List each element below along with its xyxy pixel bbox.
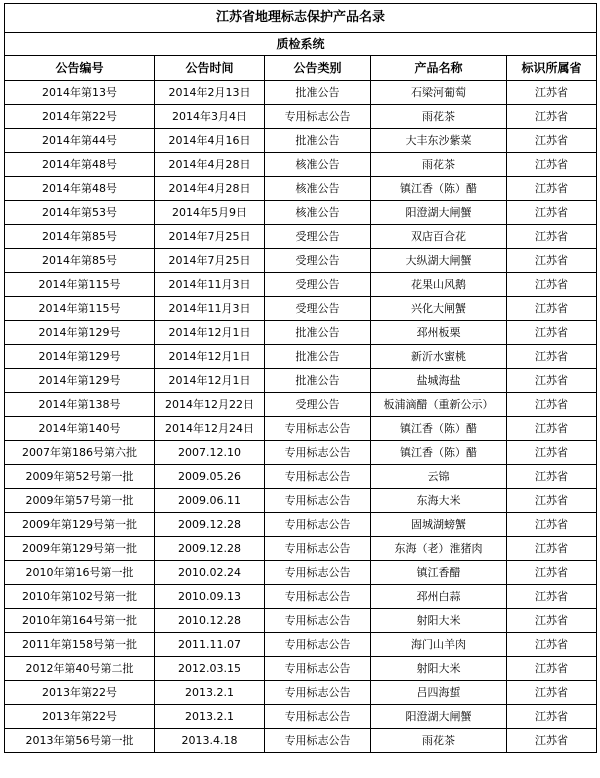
cell-announcement-type: 批准公告 [265, 321, 371, 345]
cell-product-name: 东海（老）淮猪肉 [371, 537, 507, 561]
cell-announcement-no: 2007年第186号第六批 [5, 441, 155, 465]
table-row [5, 537, 597, 561]
cell-product-name: 射阳大米 [371, 657, 507, 681]
cell-announcement-no: 2013年第22号 [5, 681, 155, 705]
cell-province: 江苏省 [507, 393, 597, 417]
cell-province: 江苏省 [507, 465, 597, 489]
cell-announcement-type: 专用标志公告 [265, 537, 371, 561]
cell-product-name: 花果山风鹅 [371, 273, 507, 297]
cell-announcement-type: 专用标志公告 [265, 633, 371, 657]
cell-announcement-date: 2014年3月4日 [155, 105, 265, 129]
table-row [5, 345, 597, 369]
header-cell-announcement-date: 公告时间 [155, 56, 265, 81]
table-row [5, 465, 597, 489]
cell-province: 江苏省 [507, 201, 597, 225]
table-row [5, 681, 597, 705]
cell-announcement-type: 受理公告 [265, 273, 371, 297]
cell-announcement-type: 专用标志公告 [265, 729, 371, 753]
cell-announcement-date: 2014年4月28日 [155, 153, 265, 177]
cell-announcement-no: 2014年第48号 [5, 153, 155, 177]
header-cell-announcement-type: 公告类别 [265, 56, 371, 81]
table-row [5, 489, 597, 513]
table-row [5, 105, 597, 129]
cell-product-name: 吕四海蜇 [371, 681, 507, 705]
cell-announcement-date: 2014年4月28日 [155, 177, 265, 201]
cell-province: 江苏省 [507, 369, 597, 393]
cell-product-name: 镇江香醋 [371, 561, 507, 585]
cell-announcement-no: 2009年第129号第一批 [5, 537, 155, 561]
cell-product-name: 阳澄湖大闸蟹 [371, 705, 507, 729]
table-row [5, 273, 597, 297]
header-row [5, 56, 597, 81]
table-row [5, 657, 597, 681]
cell-announcement-no: 2009年第52号第一批 [5, 465, 155, 489]
gi-product-table [4, 3, 597, 753]
cell-announcement-date: 2014年12月1日 [155, 369, 265, 393]
table-row [5, 153, 597, 177]
table-row [5, 633, 597, 657]
cell-announcement-date: 2010.09.13 [155, 585, 265, 609]
cell-product-name: 阳澄湖大闸蟹 [371, 201, 507, 225]
table-row [5, 513, 597, 537]
cell-product-name: 海门山羊肉 [371, 633, 507, 657]
cell-announcement-date: 2014年12月1日 [155, 321, 265, 345]
cell-product-name: 云锦 [371, 465, 507, 489]
cell-announcement-type: 专用标志公告 [265, 561, 371, 585]
cell-announcement-type: 批准公告 [265, 369, 371, 393]
cell-announcement-date: 2013.4.18 [155, 729, 265, 753]
cell-announcement-type: 专用标志公告 [265, 585, 371, 609]
cell-announcement-date: 2009.06.11 [155, 489, 265, 513]
cell-announcement-type: 核准公告 [265, 201, 371, 225]
cell-announcement-type: 专用标志公告 [265, 465, 371, 489]
cell-province: 江苏省 [507, 609, 597, 633]
cell-announcement-no: 2014年第138号 [5, 393, 155, 417]
cell-announcement-type: 批准公告 [265, 345, 371, 369]
cell-announcement-no: 2014年第140号 [5, 417, 155, 441]
cell-province: 江苏省 [507, 705, 597, 729]
table-row [5, 393, 597, 417]
cell-announcement-date: 2009.12.28 [155, 537, 265, 561]
cell-announcement-type: 专用标志公告 [265, 513, 371, 537]
cell-announcement-type: 专用标志公告 [265, 105, 371, 129]
cell-announcement-no: 2010年第102号第一批 [5, 585, 155, 609]
cell-announcement-type: 专用标志公告 [265, 705, 371, 729]
cell-announcement-type: 核准公告 [265, 153, 371, 177]
cell-announcement-date: 2013.2.1 [155, 681, 265, 705]
cell-product-name: 板浦滴醋（重新公示） [371, 393, 507, 417]
cell-product-name: 镇江香（陈）醋 [371, 417, 507, 441]
cell-announcement-type: 批准公告 [265, 129, 371, 153]
cell-province: 江苏省 [507, 537, 597, 561]
table-row [5, 177, 597, 201]
cell-product-name: 大丰东沙紫菜 [371, 129, 507, 153]
cell-announcement-type: 受理公告 [265, 249, 371, 273]
cell-announcement-date: 2010.02.24 [155, 561, 265, 585]
table-row [5, 441, 597, 465]
cell-province: 江苏省 [507, 297, 597, 321]
cell-product-name: 盐城海盐 [371, 369, 507, 393]
cell-announcement-no: 2014年第115号 [5, 273, 155, 297]
cell-province: 江苏省 [507, 561, 597, 585]
cell-announcement-no: 2009年第57号第一批 [5, 489, 155, 513]
cell-announcement-no: 2014年第85号 [5, 249, 155, 273]
cell-announcement-type: 专用标志公告 [265, 681, 371, 705]
cell-province: 江苏省 [507, 417, 597, 441]
table-row [5, 585, 597, 609]
table-title: 江苏省地理标志保护产品名录 [5, 4, 597, 33]
cell-product-name: 镇江香（陈）醋 [371, 177, 507, 201]
cell-province: 江苏省 [507, 129, 597, 153]
cell-announcement-no: 2014年第129号 [5, 345, 155, 369]
cell-province: 江苏省 [507, 441, 597, 465]
cell-announcement-no: 2014年第22号 [5, 105, 155, 129]
cell-province: 江苏省 [507, 729, 597, 753]
cell-product-name: 兴化大闸蟹 [371, 297, 507, 321]
cell-product-name: 射阳大米 [371, 609, 507, 633]
cell-product-name: 镇江香（陈）醋 [371, 441, 507, 465]
cell-announcement-type: 受理公告 [265, 297, 371, 321]
table-row [5, 705, 597, 729]
cell-product-name: 石梁河葡萄 [371, 81, 507, 105]
cell-province: 江苏省 [507, 153, 597, 177]
header-cell-product-name: 产品名称 [371, 56, 507, 81]
cell-province: 江苏省 [507, 81, 597, 105]
cell-announcement-no: 2010年第164号第一批 [5, 609, 155, 633]
cell-announcement-no: 2013年第56号第一批 [5, 729, 155, 753]
cell-announcement-date: 2014年5月9日 [155, 201, 265, 225]
cell-announcement-date: 2014年7月25日 [155, 225, 265, 249]
table-row [5, 249, 597, 273]
cell-announcement-type: 专用标志公告 [265, 609, 371, 633]
table-row [5, 417, 597, 441]
cell-announcement-type: 受理公告 [265, 225, 371, 249]
cell-product-name: 雨花茶 [371, 105, 507, 129]
cell-announcement-no: 2010年第16号第一批 [5, 561, 155, 585]
cell-announcement-date: 2014年12月24日 [155, 417, 265, 441]
cell-announcement-date: 2009.12.28 [155, 513, 265, 537]
section-title: 质检系统 [5, 33, 597, 56]
table-row [5, 225, 597, 249]
cell-announcement-date: 2014年12月1日 [155, 345, 265, 369]
cell-announcement-type: 专用标志公告 [265, 489, 371, 513]
cell-province: 江苏省 [507, 225, 597, 249]
cell-announcement-no: 2014年第129号 [5, 369, 155, 393]
cell-province: 江苏省 [507, 633, 597, 657]
cell-announcement-date: 2014年12月22日 [155, 393, 265, 417]
cell-announcement-date: 2014年11月3日 [155, 273, 265, 297]
table-row [5, 129, 597, 153]
cell-product-name: 大纵湖大闸蟹 [371, 249, 507, 273]
table-row [5, 321, 597, 345]
cell-announcement-date: 2010.12.28 [155, 609, 265, 633]
cell-announcement-type: 核准公告 [265, 177, 371, 201]
cell-announcement-date: 2012.03.15 [155, 657, 265, 681]
cell-announcement-no: 2012年第40号第二批 [5, 657, 155, 681]
cell-province: 江苏省 [507, 177, 597, 201]
table-row [5, 729, 597, 753]
cell-product-name: 新沂水蜜桃 [371, 345, 507, 369]
table-row [5, 561, 597, 585]
cell-product-name: 邳州板栗 [371, 321, 507, 345]
cell-announcement-no: 2014年第85号 [5, 225, 155, 249]
cell-province: 江苏省 [507, 321, 597, 345]
cell-province: 江苏省 [507, 249, 597, 273]
cell-product-name: 东海大米 [371, 489, 507, 513]
cell-announcement-date: 2014年2月13日 [155, 81, 265, 105]
table-row [5, 369, 597, 393]
cell-announcement-no: 2014年第44号 [5, 129, 155, 153]
header-cell-announcement-no: 公告编号 [5, 56, 155, 81]
cell-announcement-no: 2009年第129号第一批 [5, 513, 155, 537]
cell-announcement-date: 2014年4月16日 [155, 129, 265, 153]
cell-announcement-no: 2014年第13号 [5, 81, 155, 105]
cell-province: 江苏省 [507, 273, 597, 297]
cell-announcement-date: 2014年11月3日 [155, 297, 265, 321]
table-row [5, 609, 597, 633]
cell-product-name: 固城湖螃蟹 [371, 513, 507, 537]
cell-product-name: 雨花茶 [371, 153, 507, 177]
cell-announcement-type: 专用标志公告 [265, 657, 371, 681]
cell-product-name: 双店百合花 [371, 225, 507, 249]
cell-announcement-no: 2014年第115号 [5, 297, 155, 321]
cell-announcement-date: 2007.12.10 [155, 441, 265, 465]
cell-announcement-date: 2011.11.07 [155, 633, 265, 657]
cell-announcement-no: 2011年第158号第一批 [5, 633, 155, 657]
cell-announcement-date: 2009.05.26 [155, 465, 265, 489]
cell-announcement-type: 专用标志公告 [265, 441, 371, 465]
cell-announcement-type: 受理公告 [265, 393, 371, 417]
header-cell-province: 标识所属省 [507, 56, 597, 81]
cell-announcement-date: 2014年7月25日 [155, 249, 265, 273]
cell-product-name: 邳州白蒜 [371, 585, 507, 609]
cell-province: 江苏省 [507, 681, 597, 705]
cell-announcement-type: 专用标志公告 [265, 417, 371, 441]
cell-announcement-no: 2013年第22号 [5, 705, 155, 729]
cell-province: 江苏省 [507, 345, 597, 369]
cell-announcement-no: 2014年第53号 [5, 201, 155, 225]
table-row [5, 201, 597, 225]
cell-announcement-type: 批准公告 [265, 81, 371, 105]
cell-province: 江苏省 [507, 513, 597, 537]
cell-product-name: 雨花茶 [371, 729, 507, 753]
table-row [5, 81, 597, 105]
cell-province: 江苏省 [507, 489, 597, 513]
cell-province: 江苏省 [507, 105, 597, 129]
cell-announcement-no: 2014年第129号 [5, 321, 155, 345]
cell-announcement-date: 2013.2.1 [155, 705, 265, 729]
cell-province: 江苏省 [507, 657, 597, 681]
cell-province: 江苏省 [507, 585, 597, 609]
table-row [5, 297, 597, 321]
cell-announcement-no: 2014年第48号 [5, 177, 155, 201]
